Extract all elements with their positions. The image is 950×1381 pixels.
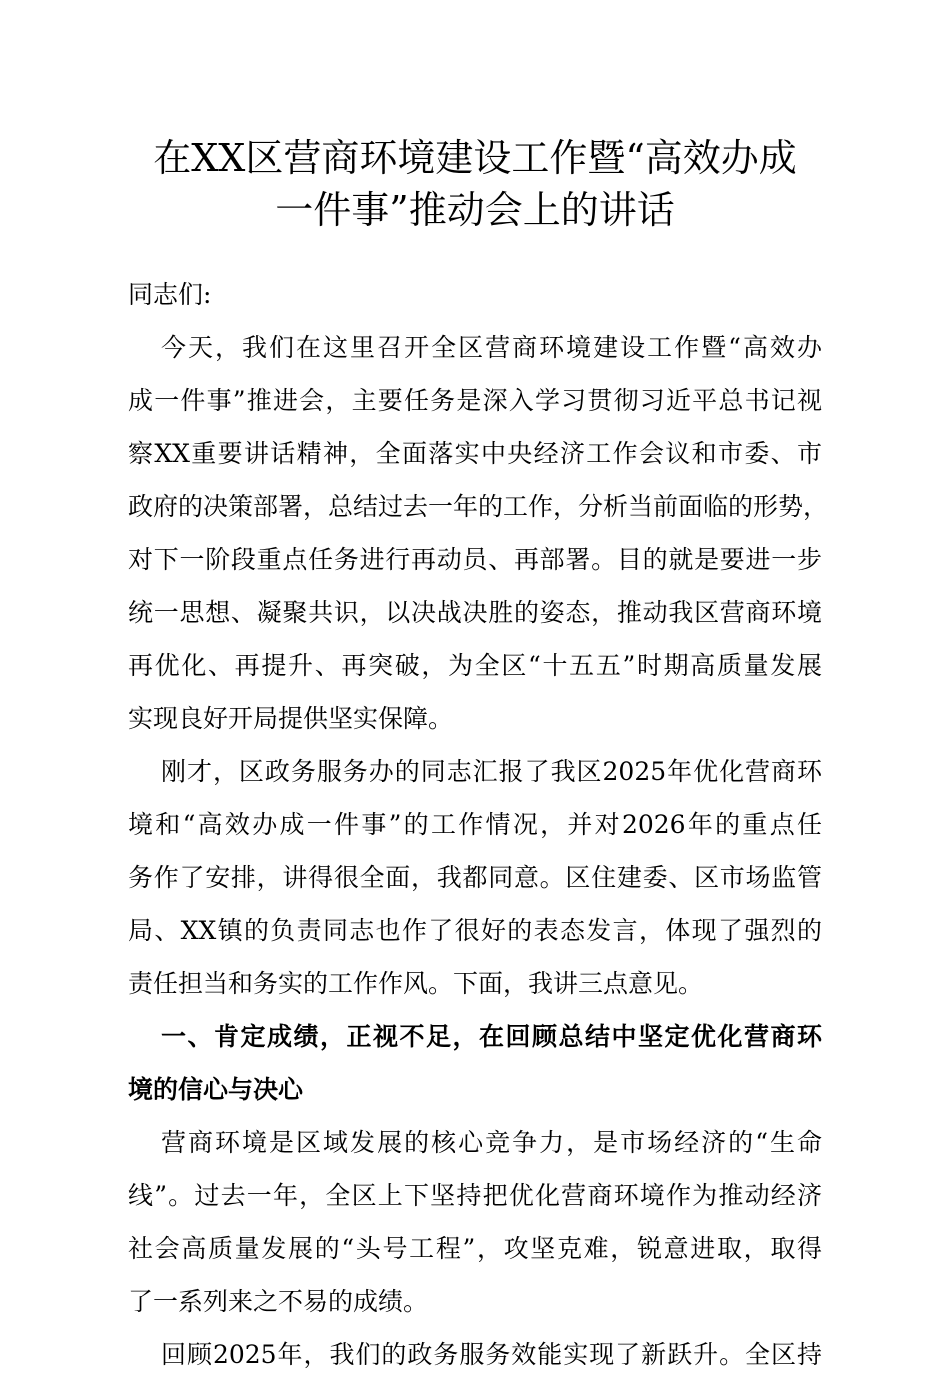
paragraph-line: 再优化、再提升、再突破，为全区“十五五”时期高质量发展 xyxy=(128,651,822,680)
paragraph-line: 今天，我们在这里召开全区营商环境建设工作暨“高效办 xyxy=(161,333,822,362)
paragraph-4 xyxy=(128,1328,822,1381)
paragraph-line: 社会高质量发展的“头号工程”，攻坚克难，锐意进取，取得 xyxy=(128,1234,822,1263)
paragraph-line: 线”。过去一年，全区上下坚持把优化营商环境作为推动经济 xyxy=(128,1181,822,1210)
paragraph-line: 务作了安排，讲得很全面，我都同意。区住建委、区市场监管 xyxy=(128,863,822,892)
heading-line: 境的信心与决心 xyxy=(128,1075,304,1104)
document-title xyxy=(80,132,870,236)
paragraph-line: 了一系列来之不易的成绩。 xyxy=(128,1287,429,1316)
paragraph-line: 刚才，区政务服务办的同志汇报了我区2025年优化营商环 xyxy=(161,757,822,786)
paragraph-line: 政府的决策部署，总结过去一年的工作，分析当前面临的形势， xyxy=(128,492,829,521)
paragraph-line: 成一件事”推进会，主要任务是深入学习贯彻习近平总书记视 xyxy=(128,386,822,415)
section-heading-1 xyxy=(128,1010,822,1116)
paragraph-line: 实现良好开局提供坚实保障。 xyxy=(128,704,454,733)
paragraph-line: 局、XX镇的负责同志也作了很好的表态发言，体现了强烈的 xyxy=(128,916,822,945)
salutation: 同志们: xyxy=(128,280,212,309)
paragraph-line: 责任担当和务实的工作作风。下面，我讲三点意见。 xyxy=(128,969,704,998)
paragraph-line: 营商环境是区域发展的核心竞争力，是市场经济的“生命 xyxy=(161,1128,822,1157)
heading-line: 一、肯定成绩，正视不足，在回顾总结中坚定优化营商环 xyxy=(161,1022,822,1051)
paragraph-1 xyxy=(128,321,829,745)
paragraph-line: 察XX重要讲话精神，全面落实中央经济工作会议和市委、市 xyxy=(128,439,822,468)
title-line-2: 一件事”推动会上的讲话 xyxy=(275,188,675,232)
document-body xyxy=(128,268,829,1381)
paragraph-line: 境和“高效办成一件事”的工作情况，并对2026年的重点任 xyxy=(128,810,822,839)
paragraph-line: 对下一阶段重点任务进行再动员、再部署。目的就是要进一步 xyxy=(128,545,822,574)
paragraph-2 xyxy=(128,745,822,1010)
paragraph-3 xyxy=(128,1116,822,1328)
title-line-1: 在XX区营商环境建设工作暨“高效办成 xyxy=(153,136,797,180)
paragraph-line: 回顾2025年，我们的政务服务效能实现了新跃升。全区持 xyxy=(161,1340,822,1369)
paragraph-line: 统一思想、凝聚共识，以决战决胜的姿态，推动我区营商环境 xyxy=(128,598,822,627)
